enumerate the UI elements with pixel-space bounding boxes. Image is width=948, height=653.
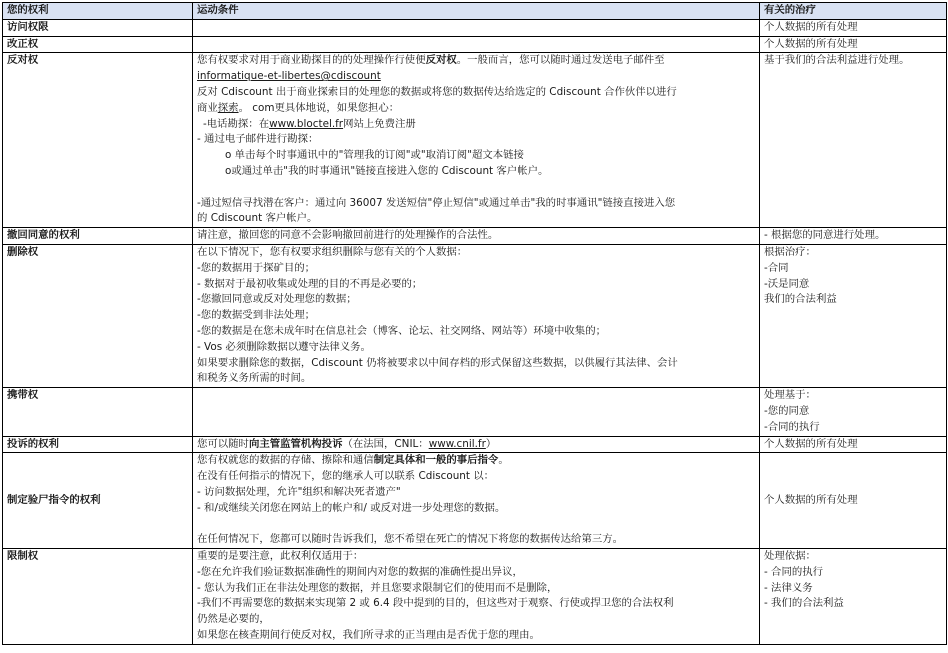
text-line: 如果要求删除您的数据，Cdiscount 仍将被要求以中间存档的形式保留这些数据，以供履行其法律、会计 — [197, 356, 678, 369]
text-line: 处理依据： — [764, 550, 816, 563]
text-line: 在以下情况下，您有权要求组织删除与您有关的个人数据： — [197, 245, 468, 258]
text-line: -您的同意 — [764, 404, 810, 417]
right-label-complaint: 投诉的权利 — [3, 436, 193, 453]
text-span: 。 com更具体地说，如果您担心： — [238, 101, 400, 114]
text-line: 根据治疗： — [764, 245, 816, 258]
treatment-withdraw: - 根据您的同意进行处理。 — [760, 228, 947, 245]
table-row-rectify — [3, 36, 947, 53]
text-line: 处理基于： — [764, 389, 816, 402]
conditions-withdraw: 请注意，撤回您的同意不会影响撤回前进行的处理操作的合法性。 — [193, 228, 760, 245]
right-label-rectify: 改正权 — [3, 36, 193, 53]
conditions-rectify — [193, 36, 760, 53]
text-line — [197, 53, 755, 69]
conditions-restrict — [193, 549, 760, 645]
text-line: - 数据对于最初收集或处理的目的不再是必要的； — [197, 277, 423, 290]
text-span: -电话勘探：在 — [203, 117, 270, 130]
treatment-object: 基于我们的合法利益进行处理。 — [760, 53, 947, 228]
text-span: 网站上免费注册 — [343, 117, 416, 130]
exploration-link[interactable]: 探索 — [217, 101, 239, 114]
text-span: 您可以随时 — [197, 437, 249, 450]
text-line: 在任何情况下，您都可以随时告诉我们，您不希望在死亡的情况下将您的数据传达给第三方。 — [197, 533, 624, 546]
text-line: -我们不再需要您的数据来实现第 2 或 6.4 段中提到的目的，但这些对于观察、行使或捍卫您的合法权利 — [197, 597, 674, 610]
text-line: - 通过电子邮件进行勘探： — [197, 133, 319, 146]
text-line: - 访问数据处理，允许"组织和解决死者遗产" — [197, 485, 401, 498]
text-line: o 单击每个时事通讯中的"管理我的订阅"或"取消订阅"超文本链接 — [225, 149, 524, 162]
text-line: -合同 — [764, 261, 789, 274]
blank-line — [197, 180, 755, 196]
rights-table — [2, 2, 947, 645]
text-line: - 和/或继续关闭您在网站上的帐户和/ 或反对进一步处理您的数据。 — [197, 501, 506, 514]
text-span: 商业 — [197, 101, 218, 114]
right-label-postmortem: 制定验尸指令的权利 — [3, 453, 193, 549]
text-line: - 法律义务 — [764, 581, 813, 594]
bold-span: 制定具体和一般的事后指令 — [373, 454, 499, 467]
blank-line — [197, 517, 755, 533]
table-row-access — [3, 19, 947, 36]
bold-span: 反对权 — [425, 54, 457, 67]
table-row-portability — [3, 388, 947, 436]
email-link[interactable]: informatique-et-libertes@cdiscount — [197, 70, 381, 83]
right-label-erase: 删除权 — [3, 244, 193, 387]
text-line: -您在允许我们验证数据准确性的期间内对您的数据的准确性提出异议， — [197, 565, 523, 578]
treatment-access: 个人数据的所有处理 — [760, 19, 947, 36]
text-line: 在没有任何指示的情况下，您的继承人可以联系 Cdiscount 以： — [197, 470, 495, 483]
text-line — [197, 453, 755, 469]
text-line: 如果您在核查期间行使反对权，我们所寻求的正当理由是否优于您的理由。 — [197, 629, 540, 642]
conditions-complaint — [193, 436, 760, 453]
text-line: - 您认为我们正在非法处理您的数据，并且您要求限制它们的使用而不是删除， — [197, 581, 558, 594]
right-label-object: 反对权 — [3, 53, 193, 228]
treatment-complaint: 个人数据的所有处理 — [760, 436, 947, 453]
table-row-withdraw — [3, 228, 947, 245]
cnil-link[interactable]: www.cnil.fr — [428, 437, 486, 450]
text-span: 您有权就您的数据的存储、擦除和通信 — [197, 454, 374, 467]
text-span: 。一般而言，您可以随时通过发送电子邮件至 — [456, 54, 665, 67]
text-line: 的 Cdiscount 客户帐户。 — [197, 212, 318, 225]
right-label-withdraw: 撤回同意的权利 — [3, 228, 193, 245]
text-span: （在法国，CNIL： — [342, 437, 429, 450]
treatment-restrict — [760, 549, 947, 645]
table-row-complaint — [3, 436, 947, 453]
conditions-access — [193, 19, 760, 36]
text-line: -沃是同意 — [764, 277, 810, 290]
text-line: -通过短信寻找潜在客户：通过向 36007 发送短信"停止短信"或通过单击"我的时事通讯"链接直接进入您 — [197, 196, 676, 209]
table-row-object — [3, 53, 947, 228]
right-label-portability: 携带权 — [3, 388, 193, 436]
treatment-rectify: 个人数据的所有处理 — [760, 36, 947, 53]
text-line: o或通过单击"我的时事通讯"链接直接进入您的 Cdiscount 客户帐户。 — [225, 164, 549, 177]
conditions-portability — [193, 388, 760, 436]
table-row-erase — [3, 244, 947, 387]
text-line — [197, 117, 755, 133]
header-treatment: 有关的治疗 — [760, 3, 947, 20]
text-line: -合同的执行 — [764, 420, 820, 433]
text-line: 我们的合法利益 — [764, 293, 837, 306]
conditions-object — [193, 53, 760, 228]
table-header-row — [3, 3, 947, 20]
text-line: 仍然是必要的， — [197, 613, 270, 626]
header-rights: 您的权利 — [3, 3, 193, 20]
text-span: 您有权要求对用于商业勘探目的的处理操作行使便 — [197, 54, 426, 67]
text-line: -您的数据受到非法处理； — [197, 309, 316, 322]
right-label-restrict: 限制权 — [3, 549, 193, 645]
text-line: -您的数据用于探矿目的； — [197, 261, 316, 274]
header-conditions: 运动条件 — [193, 3, 760, 20]
text-line: 反对 Cdiscount 出于商业探索目的处理您的数据或将您的数据传达给选定的 Cdiscount 合作伙伴以进行 — [197, 85, 677, 98]
text-line: 重要的是要注意，此权利仅适用于： — [197, 550, 364, 563]
text-line: 和税务义务所需的时间。 — [197, 372, 312, 385]
text-line: - Vos 必须删除数据以遵守法律义务。 — [197, 340, 371, 353]
treatment-portability — [760, 388, 947, 436]
bold-span: 向主管监管机构投诉 — [248, 437, 343, 450]
text-span: ） — [485, 437, 497, 450]
conditions-erase — [193, 244, 760, 387]
text-line — [197, 101, 755, 117]
text-line: - 合同的执行 — [764, 565, 824, 578]
conditions-postmortem — [193, 453, 760, 549]
treatment-postmortem: 个人数据的所有处理 — [760, 453, 947, 549]
text-line — [197, 69, 755, 85]
text-line: -您撤回同意或反对处理您的数据； — [197, 293, 357, 306]
text-line: - 我们的合法利益 — [764, 597, 844, 610]
text-line: -您的数据是在您未成年时在信息社会（博客、论坛、社交网络、网站等）环境中收集的； — [197, 324, 606, 337]
bloctel-link[interactable]: www.bloctel.fr — [269, 117, 344, 130]
treatment-erase — [760, 244, 947, 387]
table-row-restrict — [3, 549, 947, 645]
table-row-postmortem — [3, 453, 947, 549]
right-label-access: 访问权限 — [3, 19, 193, 36]
text-span: 。 — [498, 454, 509, 467]
